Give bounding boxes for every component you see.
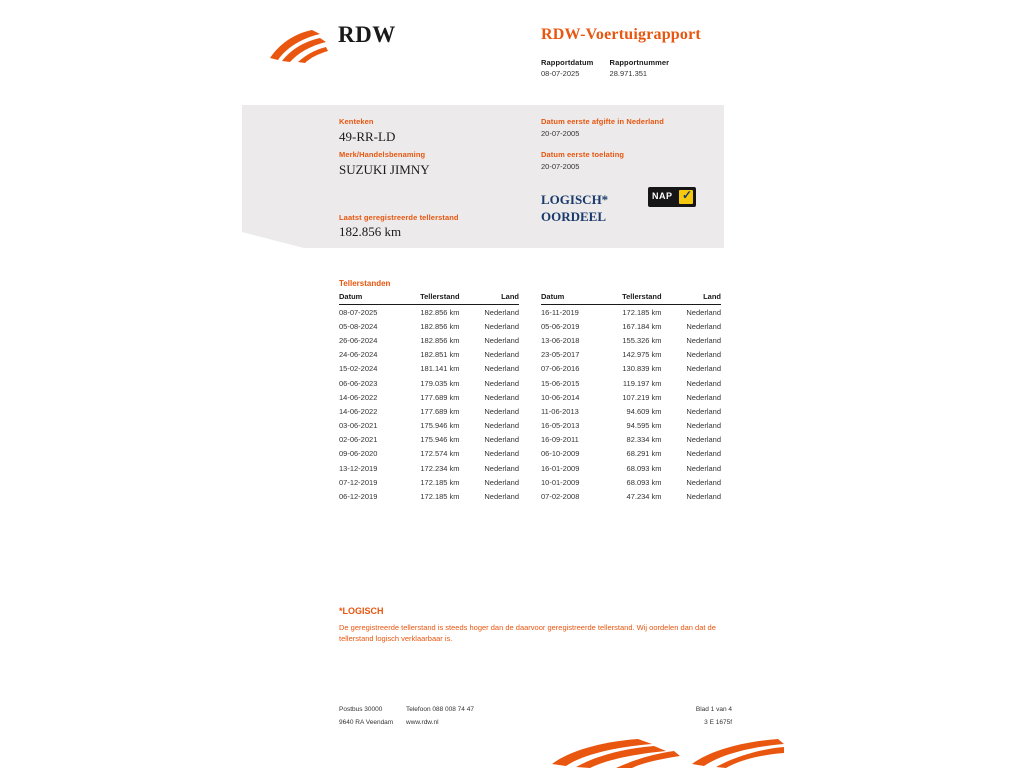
- cell-datum: 10-01-2009: [541, 477, 580, 487]
- col-datum: Datum: [541, 292, 603, 305]
- table-row: [339, 433, 519, 447]
- table-row: [541, 461, 721, 475]
- merk-label: Merk/Handelsbenaming: [339, 150, 426, 159]
- table-row: [339, 390, 519, 404]
- cell-land: Nederland: [484, 378, 519, 388]
- cell-datum: 14-06-2022: [339, 406, 378, 416]
- table-row: [339, 447, 519, 461]
- footer-address: [339, 703, 393, 729]
- table-row: [541, 362, 721, 376]
- cell-tellerstand: 68.291 km: [626, 449, 662, 459]
- cell-tellerstand: 177.689 km: [420, 392, 460, 402]
- table-row: [541, 447, 721, 461]
- cell-land: Nederland: [686, 449, 721, 459]
- cell-tellerstand: 172.185 km: [420, 477, 460, 487]
- cell-tellerstand: 182.851 km: [420, 350, 460, 360]
- table-row: [541, 333, 721, 347]
- table-row: [541, 433, 721, 447]
- table-row: [541, 348, 721, 362]
- nap-badge-icon: [648, 187, 696, 207]
- cell-datum: 03-06-2021: [339, 421, 378, 431]
- laatste-tellerstand-value: 182.856 km: [339, 224, 402, 239]
- cell-tellerstand: 172.234 km: [420, 463, 460, 473]
- cell-land: Nederland: [686, 435, 721, 445]
- cell-datum: 05-06-2019: [541, 321, 580, 331]
- cell-land: Nederland: [686, 350, 721, 360]
- eerste-afgifte-label: Datum eerste afgifte in Nederland: [541, 117, 664, 126]
- cell-tellerstand: 94.609 km: [626, 406, 662, 416]
- table-row: [339, 489, 519, 503]
- cell-land: Nederland: [686, 463, 721, 473]
- laatste-tellerstand-label: Laatst geregistreerde tellerstand: [339, 213, 459, 222]
- table-row: [541, 419, 721, 433]
- tellerstanden-title: Tellerstanden: [339, 279, 391, 288]
- footnote-body: De geregistreerde tellerstand is steeds hoger dan de daarvoor geregistreerde tellerstand. Wij oordelen dan dat de tellerstand logisch verklaarbaar is.: [339, 623, 716, 643]
- cell-land: Nederland: [484, 335, 519, 345]
- table-row: [541, 319, 721, 333]
- cell-land: Nederland: [484, 350, 519, 360]
- col-tellerstand: Tellerstand: [401, 292, 470, 305]
- table-row: [339, 305, 519, 320]
- table-row: [339, 362, 519, 376]
- table-row: [541, 475, 721, 489]
- footer-code: 3 E 1675f: [704, 719, 732, 726]
- meta-rapportnummer-value: 28.971.351: [609, 69, 648, 78]
- cell-datum: 02-06-2021: [339, 435, 378, 445]
- table-row: [339, 348, 519, 362]
- cell-land: Nederland: [686, 477, 721, 487]
- table-row: [541, 376, 721, 390]
- cell-land: Nederland: [686, 364, 721, 374]
- cell-land: Nederland: [484, 435, 519, 445]
- meta-rapportnummer-label: Rapportnummer: [609, 58, 670, 67]
- cell-land: Nederland: [484, 392, 519, 402]
- table-row: [339, 461, 519, 475]
- cell-tellerstand: 130.839 km: [622, 364, 662, 374]
- cell-tellerstand: 172.574 km: [420, 449, 460, 459]
- cell-datum: 07-02-2008: [541, 492, 580, 502]
- cell-tellerstand: 155.326 km: [622, 335, 662, 345]
- report-meta: [541, 58, 683, 78]
- footer-address-line2: 9640 RA Veendam: [339, 719, 394, 726]
- cell-datum: 10-06-2014: [541, 392, 580, 402]
- cell-land: Nederland: [686, 421, 721, 431]
- cell-tellerstand: 68.093 km: [626, 477, 662, 487]
- cell-tellerstand: 94.595 km: [626, 421, 662, 431]
- table-row: [339, 333, 519, 347]
- page-title: RDW-Voertuigrapport: [541, 26, 701, 43]
- rdw-logo: [268, 22, 508, 72]
- cell-datum: 16-05-2013: [541, 421, 580, 431]
- cell-tellerstand: 107.219 km: [622, 392, 662, 402]
- footnote-star: *: [339, 606, 343, 616]
- table-header-row: [339, 292, 519, 305]
- cell-datum: 06-10-2009: [541, 449, 580, 459]
- cell-land: Nederland: [484, 492, 519, 502]
- cell-land: Nederland: [484, 449, 519, 459]
- cell-datum: 13-12-2019: [339, 463, 378, 473]
- cell-datum: 23-05-2017: [541, 350, 580, 360]
- meta-rapportdatum-value: 08-07-2025: [541, 69, 580, 78]
- cell-datum: 05-08-2024: [339, 321, 378, 331]
- footnote-title-text: LOGISCH: [342, 606, 384, 616]
- cell-tellerstand: 182.856 km: [420, 307, 460, 317]
- table-row: [339, 404, 519, 418]
- cell-datum: 07-12-2019: [339, 477, 378, 487]
- cell-land: Nederland: [686, 378, 721, 388]
- cell-datum: 08-07-2025: [339, 307, 378, 317]
- cell-land: Nederland: [686, 406, 721, 416]
- nap-badge-text: NAP: [652, 191, 673, 201]
- footer-page-number: Blad 1 van 4: [695, 706, 732, 713]
- cell-datum: 09-06-2020: [339, 449, 378, 459]
- cell-datum: 24-06-2024: [339, 350, 378, 360]
- check-icon: ✓: [681, 188, 692, 202]
- cell-tellerstand: 175.946 km: [420, 421, 460, 431]
- cell-tellerstand: 82.334 km: [626, 435, 662, 445]
- col-datum: Datum: [339, 292, 401, 305]
- cell-tellerstand: 182.856 km: [420, 335, 460, 345]
- cell-tellerstand: 175.946 km: [420, 435, 460, 445]
- col-land: Land: [672, 292, 721, 305]
- cell-land: Nederland: [484, 421, 519, 431]
- cell-datum: 16-01-2009: [541, 463, 580, 473]
- cell-tellerstand: 179.035 km: [420, 378, 460, 388]
- cell-land: Nederland: [484, 406, 519, 416]
- footer-contact: [406, 703, 474, 729]
- cell-tellerstand: 181.141 km: [420, 364, 460, 374]
- cell-tellerstand: 167.184 km: [622, 321, 662, 331]
- cell-land: Nederland: [484, 321, 519, 331]
- cell-tellerstand: 142.975 km: [622, 350, 662, 360]
- cell-land: Nederland: [686, 307, 721, 317]
- cell-datum: 26-06-2024: [339, 335, 378, 345]
- table-header-row: [541, 292, 721, 305]
- footer-pageinfo: [694, 703, 732, 729]
- oordeel-block: [541, 191, 608, 225]
- cell-land: Nederland: [484, 364, 519, 374]
- meta-rapportnummer: [610, 58, 670, 78]
- cell-land: Nederland: [484, 477, 519, 487]
- tellerstanden-left-body: [339, 305, 519, 504]
- cell-datum: 14-06-2022: [339, 392, 378, 402]
- table-row: [339, 376, 519, 390]
- col-land: Land: [470, 292, 519, 305]
- cell-datum: 13-06-2018: [541, 335, 580, 345]
- tellerstanden-table-right: [541, 292, 721, 504]
- footer-address-line1: Postbus 30000: [339, 706, 383, 713]
- table-row: [339, 319, 519, 333]
- table-row: [339, 475, 519, 489]
- cell-land: Nederland: [484, 307, 519, 317]
- table-row: [541, 390, 721, 404]
- cell-land: Nederland: [686, 392, 721, 402]
- cell-land: Nederland: [686, 321, 721, 331]
- eerste-afgifte-value: 20-07-2005: [541, 129, 580, 138]
- col-tellerstand: Tellerstand: [603, 292, 672, 305]
- table-row: [541, 305, 721, 320]
- rdw-logo-icon: [268, 28, 330, 64]
- cell-datum: 11-06-2013: [541, 406, 579, 416]
- rdw-logo-text: RDW: [338, 22, 396, 47]
- cell-tellerstand: 119.197 km: [622, 378, 662, 388]
- cell-datum: 15-02-2024: [339, 364, 378, 374]
- meta-rapportdatum: [541, 58, 593, 78]
- cell-datum: 15-06-2015: [541, 378, 580, 388]
- footer-phone: Telefoon 088 008 74 47: [406, 706, 474, 713]
- meta-rapportdatum-label: Rapportdatum: [541, 58, 594, 67]
- table-row: [541, 404, 721, 418]
- kenteken-value: 49-RR-LD: [339, 129, 396, 144]
- footer-website[interactable]: www.rdw.nl: [406, 719, 439, 726]
- cell-tellerstand: 182.856 km: [420, 321, 460, 331]
- merk-value: SUZUKI JIMNY: [339, 162, 430, 177]
- kenteken-label: Kenteken: [339, 117, 374, 126]
- cell-datum: 07-06-2016: [541, 364, 580, 374]
- cell-tellerstand: 172.185 km: [622, 307, 662, 317]
- cell-datum: 06-06-2023: [339, 378, 378, 388]
- oordeel-line-1: LOGISCH*: [541, 192, 609, 207]
- cell-datum: 16-11-2019: [541, 307, 579, 317]
- cell-tellerstand: 68.093 km: [626, 463, 662, 473]
- cell-tellerstand: 172.185 km: [420, 492, 460, 502]
- cell-land: Nederland: [686, 492, 721, 502]
- footnote-title: [339, 606, 384, 616]
- cell-land: Nederland: [686, 335, 721, 345]
- vehicle-summary-panel: [242, 105, 724, 248]
- cell-land: Nederland: [484, 463, 519, 473]
- table-row: [541, 489, 721, 503]
- eerste-toelating-label: Datum eerste toelating: [541, 150, 625, 159]
- table-row: [339, 419, 519, 433]
- cell-datum: 06-12-2019: [339, 492, 378, 502]
- cell-tellerstand: 177.689 km: [420, 406, 460, 416]
- oordeel-line-2: OORDEEL: [541, 209, 607, 224]
- cell-tellerstand: 47.234 km: [626, 492, 662, 502]
- eerste-toelating-value: 20-07-2005: [541, 162, 580, 171]
- tellerstanden-right-body: [541, 305, 721, 504]
- cell-datum: 16-09-2011: [541, 435, 579, 445]
- tellerstanden-table-left: [339, 292, 519, 504]
- footer-watermark-icon: [548, 738, 784, 768]
